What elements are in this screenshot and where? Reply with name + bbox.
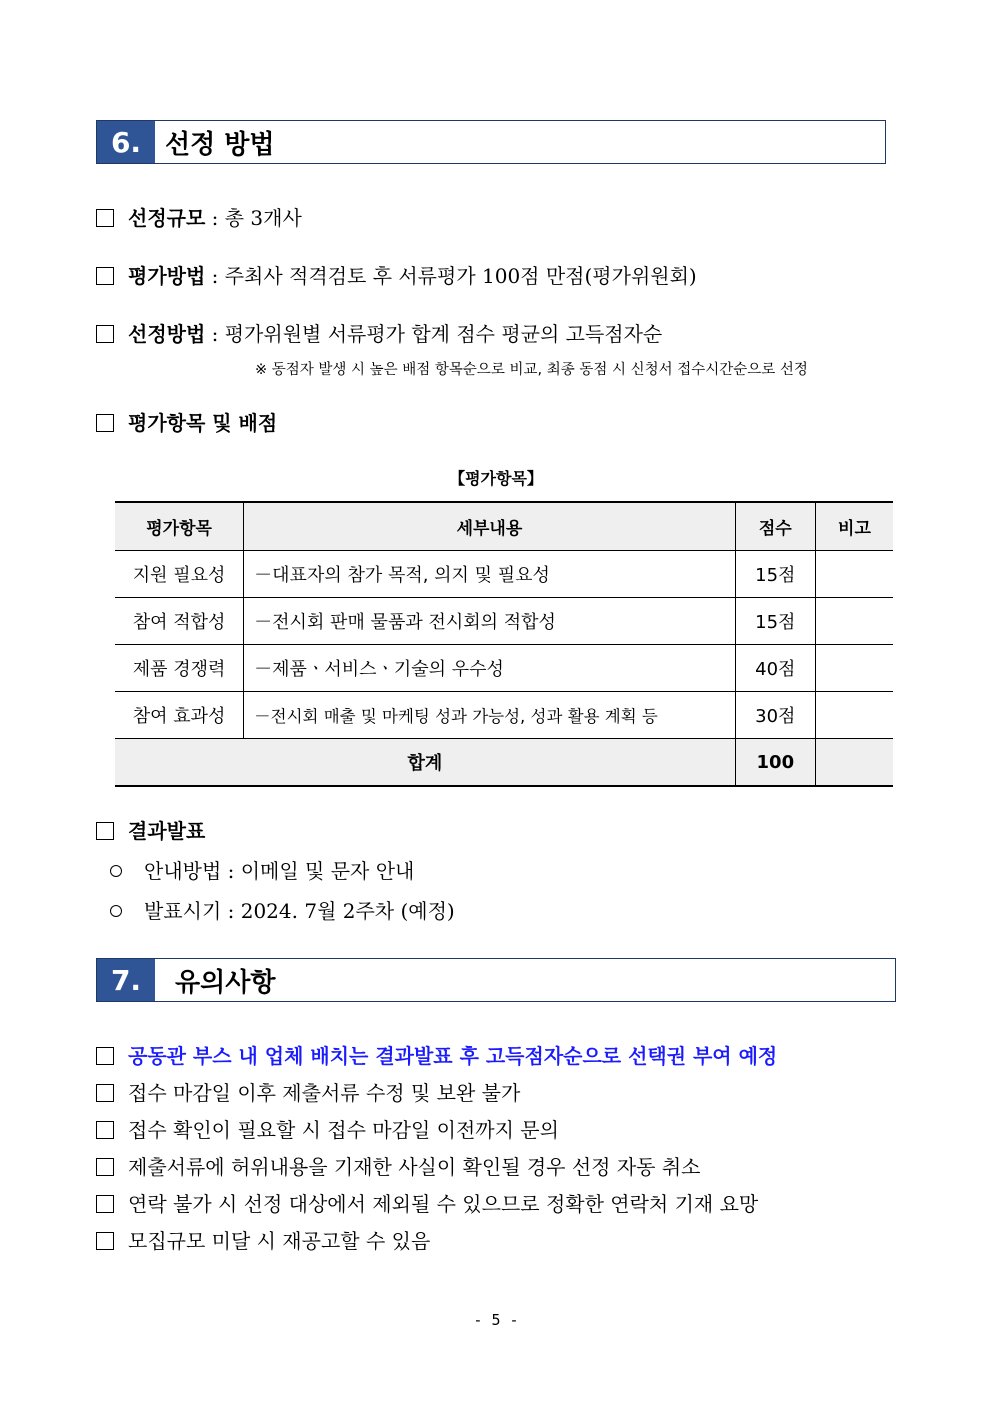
header-detail: 세부내용 [244,502,735,551]
row-score: 40점 [735,645,815,692]
criteria-label: 평가항목 및 배점 [128,411,278,435]
page-number: - 5 - [473,1311,519,1329]
row-detail: －전시회 판매 물품과 전시회의 적합성 [244,598,735,645]
table-row [115,551,893,598]
row-note [815,551,893,598]
section-number: 6. [97,121,155,163]
table-row [115,598,893,645]
header-score: 점수 [735,502,815,551]
row-score: 30점 [735,692,815,739]
row-score: 15점 [735,598,815,645]
results-method-text: 안내방법 : 이메일 및 문자 안내 [144,859,415,883]
select-method-label: 선정방법 [128,322,206,346]
results-line [96,815,205,844]
results-label: 결과발표 [128,819,206,843]
table-row [115,692,893,739]
section-title: 유의사항 [175,967,276,998]
notice-text: 접수 마감일 이후 제출서류 수정 및 보완 불가 [128,1081,521,1105]
results-timing [110,895,455,924]
notice-text-highlight: 공동관 부스 내 업체 배치는 결과발표 후 고득점자순으로 선택권 부여 예정 [128,1044,778,1068]
bullet-circle-icon [110,905,122,917]
checkbox-square-icon [96,1084,114,1102]
total-label: 합계 [115,739,735,787]
row-item: 지원 필요성 [115,551,244,598]
checkbox-square-icon [96,1195,114,1213]
row-item: 참여 적합성 [115,598,244,645]
checkbox-square-icon [96,209,114,227]
eval-method-value: : 주최사 적격검토 후 서류평가 100점 만점(평가위원회) [205,264,697,288]
header-note: 비고 [815,502,893,551]
section-7-header [96,958,896,1002]
notice-item [96,1151,701,1180]
eval-method-line [96,260,697,289]
table-row [115,645,893,692]
row-detail: －제품ㆍ서비스ㆍ기술의 우수성 [244,645,735,692]
notice-item [96,1040,777,1069]
header-item: 평가항목 [115,502,244,551]
scale-line [96,202,302,231]
tie-break-note: ※ 동점자 발생 시 높은 배점 항목순으로 비교, 최종 동점 시 신청서 접수시간순으로 선정 [255,362,808,378]
notice-text: 접수 확인이 필요할 시 접수 마감일 이전까지 문의 [128,1118,559,1142]
table-total-row [115,739,893,787]
select-method-value: : 평가위원별 서류평가 합계 점수 평균의 고득점자순 [205,322,663,346]
bullet-circle-icon [110,865,122,877]
table-caption: 【평가항목】 [449,469,543,488]
scale-label: 선정규모 [128,206,206,230]
row-score: 15점 [735,551,815,598]
notice-text: 연락 불가 시 선정 대상에서 제외될 수 있으므로 정확한 연락처 기재 요망 [128,1192,759,1216]
evaluation-table [115,501,893,787]
checkbox-square-icon [96,1232,114,1250]
section-title: 선정 방법 [165,129,275,160]
scale-value: : 총 3개사 [205,206,302,230]
section-number: 7. [97,959,155,1001]
checkbox-square-icon [96,325,114,343]
checkbox-square-icon [96,267,114,285]
criteria-line [96,407,277,436]
eval-method-label: 평가방법 [128,264,206,288]
notice-item [96,1114,559,1143]
checkbox-square-icon [96,1047,114,1065]
results-timing-text: 발표시기 : 2024. 7월 2주차 (예정) [144,899,455,923]
notice-text: 제출서류에 허위내용을 기재한 사실이 확인될 경우 선정 자동 취소 [128,1155,701,1179]
checkbox-square-icon [96,1158,114,1176]
notice-item [96,1225,430,1254]
notice-item [96,1077,520,1106]
row-note [815,598,893,645]
table-header-row [115,502,893,551]
row-item: 참여 효과성 [115,692,244,739]
notice-item [96,1188,758,1217]
total-score: 100 [735,739,815,787]
total-note [815,739,893,787]
results-method [110,855,414,884]
row-item: 제품 경쟁력 [115,645,244,692]
row-detail: －전시회 매출 및 마케팅 성과 가능성, 성과 활용 계획 등 [244,692,735,739]
select-method-line [96,318,662,347]
row-detail: －대표자의 참가 목적, 의지 및 필요성 [244,551,735,598]
section-6-header [96,120,886,164]
checkbox-square-icon [96,414,114,432]
notice-text: 모집규모 미달 시 재공고할 수 있음 [128,1229,431,1253]
checkbox-square-icon [96,822,114,840]
row-note [815,645,893,692]
checkbox-square-icon [96,1121,114,1139]
row-note [815,692,893,739]
